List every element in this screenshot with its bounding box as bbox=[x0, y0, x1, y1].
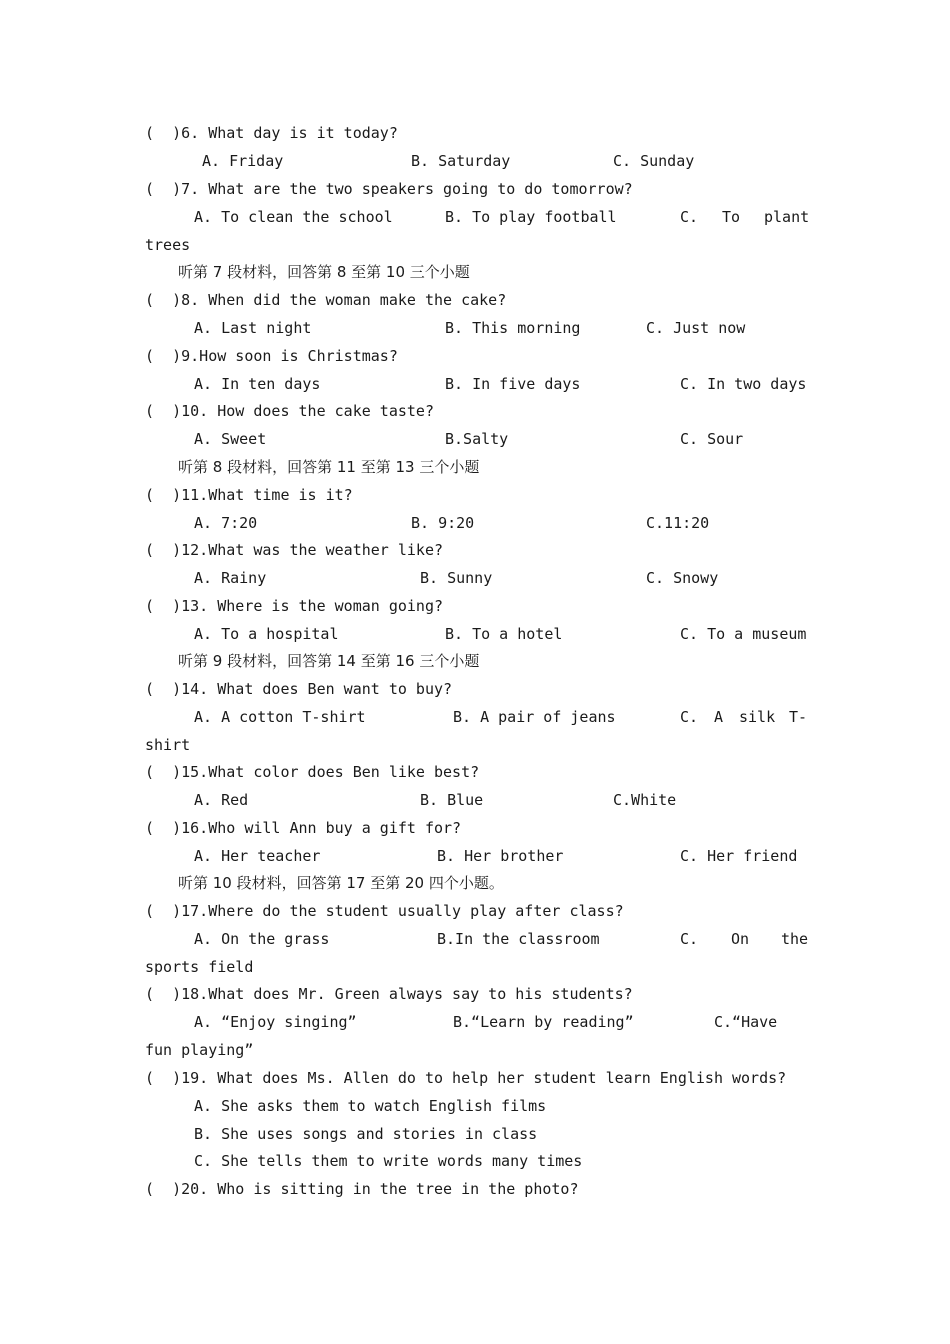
q14-option-c-label: C. bbox=[680, 708, 699, 726]
q16-option-c: C. Her friend bbox=[680, 847, 798, 865]
question-7: ( )7. What are the two speakers going to do tomorrow? bbox=[145, 180, 633, 198]
q7-option-c-label: C. bbox=[680, 208, 699, 226]
question-14: ( )14. What does Ben want to buy? bbox=[145, 680, 453, 698]
q17-option-a: A. On the grass bbox=[194, 930, 330, 948]
q7-option-c-word1: To bbox=[722, 208, 741, 226]
q6-option-a: A. Friday bbox=[202, 152, 284, 170]
q14-option-c-word2: silk bbox=[739, 708, 776, 726]
section-9-heading: 听第 9 段材料，回答第 14 至第 16 三个小题 bbox=[178, 652, 480, 670]
section-10-heading: 听第 10 段材料，回答第 17 至第 20 四个小题。 bbox=[178, 874, 504, 892]
q11-option-b: B. 9:20 bbox=[411, 514, 475, 532]
q18-option-b: B.“Learn by reading” bbox=[453, 1013, 634, 1031]
q14-option-a: A. A cotton T-shirt bbox=[194, 708, 366, 726]
q10-option-a: A. Sweet bbox=[194, 430, 267, 448]
question-13: ( )13. Where is the woman going? bbox=[145, 597, 444, 615]
q14-option-c-word1: A bbox=[714, 708, 724, 726]
question-15: ( )15.What color does Ben like best? bbox=[145, 763, 480, 781]
q17-option-c-wrap: sports field bbox=[145, 958, 254, 976]
q11-option-a: A. 7:20 bbox=[194, 514, 258, 532]
q14-option-c-wrap: shirt bbox=[145, 736, 191, 754]
q16-option-a: A. Her teacher bbox=[194, 847, 321, 865]
q15-option-c: C.White bbox=[613, 791, 677, 809]
q17-option-b: B.In the classroom bbox=[437, 930, 600, 948]
question-6: ( )6. What day is it today? bbox=[145, 124, 398, 142]
q7-option-b: B. To play football bbox=[445, 208, 617, 226]
q7-option-c-wrap: trees bbox=[145, 236, 191, 254]
q17-option-c-word1: On bbox=[731, 930, 750, 948]
q14-option-b: B. A pair of jeans bbox=[453, 708, 616, 726]
question-16: ( )16.Who will Ann buy a gift for? bbox=[145, 819, 462, 837]
q18-option-c: C.“Have bbox=[714, 1013, 778, 1031]
q6-option-c: C. Sunday bbox=[613, 152, 695, 170]
q17-option-c-word2: the bbox=[781, 930, 809, 948]
q19-option-a: A. She asks them to watch English films bbox=[194, 1097, 547, 1115]
section-8-heading: 听第 8 段材料，回答第 11 至第 13 三个小题 bbox=[178, 458, 480, 476]
q9-option-c: C. In two days bbox=[680, 375, 807, 393]
question-20: ( )20. Who is sitting in the tree in the photo? bbox=[145, 1180, 579, 1198]
q13-option-c: C. To a museum bbox=[680, 625, 807, 643]
q7-option-c-word2: plant bbox=[764, 208, 810, 226]
q13-option-a: A. To a hospital bbox=[194, 625, 339, 643]
question-19: ( )19. What does Ms. Allen do to help her student learn English words? bbox=[145, 1069, 787, 1087]
q9-option-b: B. In five days bbox=[445, 375, 581, 393]
q11-option-c: C.11:20 bbox=[646, 514, 710, 532]
q13-option-b: B. To a hotel bbox=[445, 625, 563, 643]
q17-option-c-label: C. bbox=[680, 930, 699, 948]
section-7-heading: 听第 7 段材料，回答第 8 至第 10 三个小题 bbox=[178, 263, 470, 281]
q14-option-c-word3: T- bbox=[789, 708, 808, 726]
q18-option-c-wrap: fun playing” bbox=[145, 1041, 254, 1059]
question-17: ( )17.Where do the student usually play after class? bbox=[145, 902, 624, 920]
q19-option-b: B. She uses songs and stories in class bbox=[194, 1125, 538, 1143]
question-18: ( )18.What does Mr. Green always say to his students? bbox=[145, 985, 633, 1003]
q10-option-c: C. Sour bbox=[680, 430, 744, 448]
question-9: ( )9.How soon is Christmas? bbox=[145, 347, 398, 365]
q8-option-c: C. Just now bbox=[646, 319, 746, 337]
q12-option-c: C. Snowy bbox=[646, 569, 719, 587]
question-8: ( )8. When did the woman make the cake? bbox=[145, 291, 507, 309]
q19-option-c: C. She tells them to write words many times bbox=[194, 1152, 583, 1170]
q10-option-b: B.Salty bbox=[445, 430, 509, 448]
q18-option-a: A. “Enjoy singing” bbox=[194, 1013, 357, 1031]
q15-option-a: A. Red bbox=[194, 791, 249, 809]
q6-option-b: B. Saturday bbox=[411, 152, 511, 170]
question-11: ( )11.What time is it? bbox=[145, 486, 353, 504]
q8-option-b: B. This morning bbox=[445, 319, 581, 337]
q8-option-a: A. Last night bbox=[194, 319, 312, 337]
q16-option-b: B. Her brother bbox=[437, 847, 564, 865]
q7-option-a: A. To clean the school bbox=[194, 208, 393, 226]
q12-option-b: B. Sunny bbox=[420, 569, 493, 587]
q15-option-b: B. Blue bbox=[420, 791, 484, 809]
question-12: ( )12.What was the weather like? bbox=[145, 541, 444, 559]
q9-option-a: A. In ten days bbox=[194, 375, 321, 393]
question-10: ( )10. How does the cake taste? bbox=[145, 402, 434, 420]
q12-option-a: A. Rainy bbox=[194, 569, 267, 587]
